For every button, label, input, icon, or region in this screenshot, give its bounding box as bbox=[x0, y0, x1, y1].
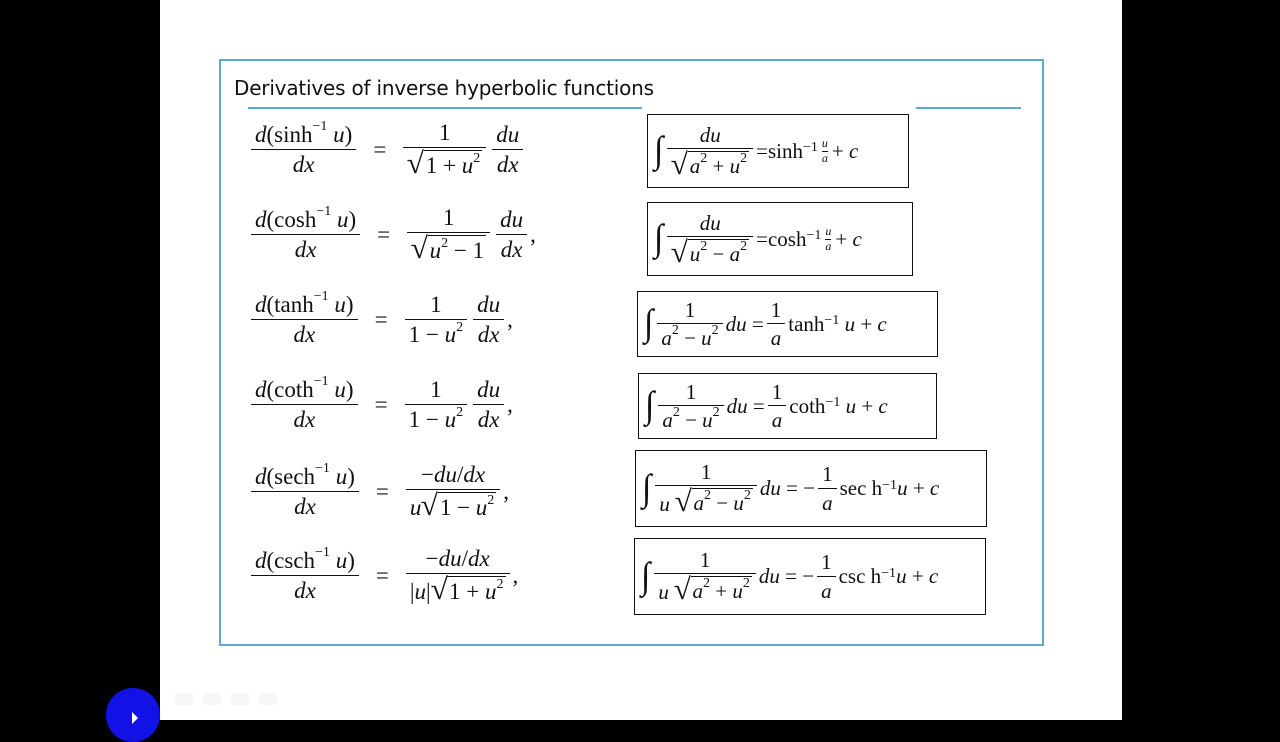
next-slide-icon[interactable] bbox=[259, 693, 277, 705]
integral-sech-box: ∫ 1 u √ $a^2 - u^2$ du = − $\frac{1}{a}$ sec h −1 u + c bbox=[635, 450, 987, 527]
derivative-tanh: $\frac{d(\tanh^{-1} u)}{dx}$ = $\frac{1}{1 - u^2}$ $\frac{du}{dx}$ , bbox=[248, 292, 513, 349]
page-title: Derivatives of inverse hyperbolic functions bbox=[234, 76, 654, 100]
previous-slide-icon[interactable] bbox=[175, 693, 193, 705]
integral-coth-box: ∫ $\frac{1}{a^2 - u^2}$ du = $\frac{1}{a}$ coth −1 u + c bbox=[638, 373, 937, 439]
integral-csch-box: ∫ 1 u √ $a^2 + u^2$ du = − $\frac{1}{a}$ csc h −1 u + c bbox=[634, 538, 986, 615]
title-underline-left bbox=[248, 107, 642, 109]
derivative-sinh: $\frac{d(\sinh^{-1} u)}{dx}$ = 1 √ $1 + u^2$ $\frac{du}{dx}$ bbox=[248, 120, 526, 180]
menu-icon[interactable] bbox=[231, 693, 249, 705]
derivative-sech: $\frac{d(\sec h^{-1} u)}{dx}$ = −du/dx u √ $1 - u^2$ , bbox=[248, 462, 509, 522]
pen-icon[interactable] bbox=[203, 693, 221, 705]
mouse-cursor-icon bbox=[132, 712, 138, 724]
derivative-csch: $\frac{d(\csc h^{-1} u)}{dx}$ = −du/dx |u| √ $1 + u^2$ , bbox=[248, 546, 518, 606]
integral-cosh-box: ∫ du √ $u^2 - a^2$ =cosh −1 $\frac{u}{a}$ + c bbox=[647, 202, 913, 276]
integral-tanh-box: ∫ $\frac{1}{a^2 - u^2}$ du = $\frac{1}{a}$ tanh −1 u + c bbox=[637, 291, 938, 357]
title-underline-right bbox=[916, 107, 1021, 109]
derivative-coth: $\frac{d(\cot h^{-1} u)}{dx}$ = $\frac{1}{1 - u^2}$ $\frac{du}{dx}$ , bbox=[248, 377, 513, 434]
derivative-cosh: $\frac{d(\cosh^{-1} u)}{dx}$ = 1 √ $u^2 - 1$ $\frac{du}{dx}$ , bbox=[248, 205, 536, 265]
slideshow-toolbar[interactable] bbox=[175, 693, 277, 705]
integral-sinh-box: ∫ du √ $a^2 + u^2$ =sinh −1 $\frac{u}{a}$ + c bbox=[647, 114, 909, 188]
